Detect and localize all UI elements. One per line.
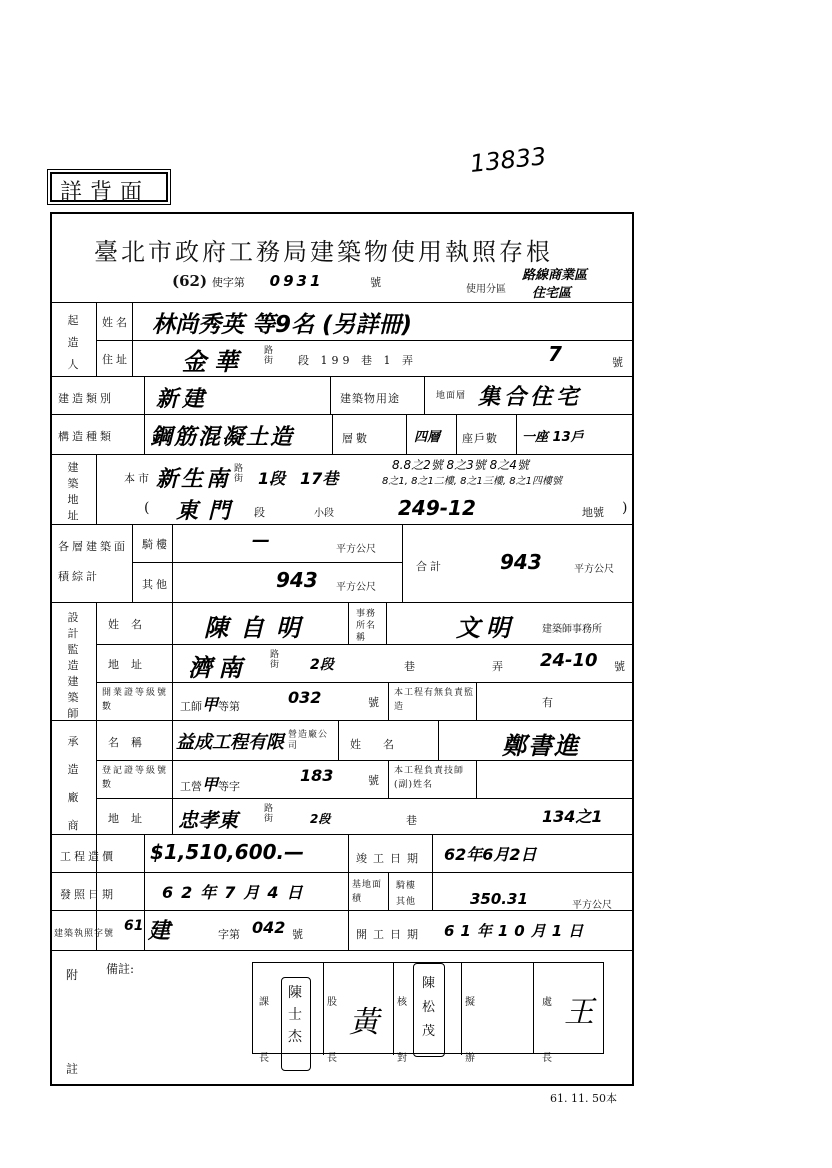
stamp-label-director: 處長 <box>542 997 552 1064</box>
site-numbers-2: 8之1, 8之1二樓, 8之1三樓, 8之1四樓號 <box>382 476 562 487</box>
architect-section-label: 設計監造建築師 <box>67 611 79 720</box>
architect-cert-grade: 甲 <box>202 695 219 714</box>
seal-chen-songmao <box>413 963 445 1057</box>
cost-value: $1,510,600.— <box>150 840 305 864</box>
building-floor-label: 地面層 <box>436 391 467 401</box>
zoning-label: 使用分區 <box>466 284 506 295</box>
site-close-paren: ) <box>622 500 628 516</box>
architect-name-value: 陳自明 <box>204 614 312 642</box>
applicant-name-value: 林尚秀英 等9名 (另詳冊) <box>152 312 413 338</box>
zoning-value-1: 路線商業區 <box>522 268 588 283</box>
architect-office-label: 事務所名稱 <box>356 609 377 643</box>
site-district-label: 段 <box>254 506 265 519</box>
floors-value: 四層 <box>414 430 441 445</box>
structure-value: 鋼筋混凝土造 <box>150 425 295 450</box>
remarks-section-top: 附 <box>66 968 79 982</box>
units-label: 座戶數 <box>462 432 498 445</box>
other-area-label: 其他 <box>142 578 170 591</box>
site-road: 新生南 <box>156 467 232 492</box>
architect-supervise-value: 有 <box>542 696 553 709</box>
site-numbers-1: 8.8之2號 8之3號 8之4號 <box>392 458 529 472</box>
contractor-name-value: 益成工程有限 <box>176 732 284 753</box>
remarks-section-bottom: 註 <box>66 1062 79 1076</box>
applicant-no-label: 號 <box>612 356 623 369</box>
arcade-area-unit: 平方公尺 <box>336 544 376 555</box>
contractor-address-section: 2段 <box>310 812 331 826</box>
other-area-unit: 平方公尺 <box>336 582 376 593</box>
site-city: 本市 <box>124 472 152 485</box>
site-lot-label: 地號 <box>582 506 604 519</box>
contractor-reg-row <box>180 772 240 795</box>
director-stamp-box <box>534 962 604 1064</box>
build-permit-suffix: 號 <box>292 928 303 941</box>
architect-name-label: 姓名 <box>108 618 154 631</box>
site-other-label: 其他 <box>396 897 417 907</box>
architect-address-street: 濟南 <box>188 654 248 682</box>
license-number-row <box>172 272 381 290</box>
issue-date-label: 發照日期 <box>60 888 116 901</box>
issue-date-value: 62年7月4日 <box>162 883 311 902</box>
contractor-road-label: 路街 <box>264 804 275 824</box>
contractor-lane-label: 巷 <box>406 814 417 827</box>
architect-cert-row <box>180 692 240 715</box>
architect-alley-label: 弄 <box>492 660 503 673</box>
stamp-label-unit-chief: 股長 <box>327 997 337 1064</box>
signature-wang: 王 <box>564 995 594 1030</box>
complete-date-label: 竣工日期 <box>356 852 424 865</box>
architect-cert-word: 等第 <box>218 700 241 713</box>
architect-lane-label: 巷 <box>404 660 415 673</box>
applicant-section-label: 起造人 <box>67 314 79 371</box>
contractor-person-label: 姓名 <box>350 738 416 751</box>
contractor-reg-suffix: 號 <box>368 774 379 787</box>
total-area-label: 合計 <box>416 560 444 573</box>
building-use-value: 集合住宅 <box>478 385 583 410</box>
total-area-unit: 平方公尺 <box>574 564 614 575</box>
build-permit-year: 61 <box>124 918 144 934</box>
architect-address-label: 地址 <box>108 658 154 671</box>
structure-label: 構造種類 <box>58 430 114 443</box>
seal-chen-shijie <box>281 977 311 1071</box>
site-district: 東門 <box>176 499 241 524</box>
architect-office-suffix: 建築師事務所 <box>542 624 602 635</box>
contractor-address-street: 忠孝東 <box>178 808 238 832</box>
architect-address-section: 2段 <box>310 657 334 673</box>
architect-cert-suffix: 號 <box>368 696 379 709</box>
site-area-unit: 平方公尺 <box>572 900 612 911</box>
start-date-label: 開工日期 <box>356 928 424 941</box>
license-form <box>50 212 634 1086</box>
floors-label: 層數 <box>342 432 370 445</box>
start-date-value: 61年10月1日 <box>444 922 590 940</box>
area-section-label: 各層建築面積綜計 <box>58 540 128 583</box>
form-footer: 61. 11. 50本 <box>550 1092 617 1105</box>
site-section-value: 1段 <box>258 469 286 488</box>
contractor-reg-prefix: 工營 <box>180 780 202 793</box>
contractor-reg-grade: 甲 <box>202 775 219 794</box>
building-type-value: 新建 <box>156 387 209 412</box>
approval-stamp-box <box>252 962 534 1064</box>
arcade-area-label: 騎樓 <box>142 538 170 551</box>
architect-address-no: 24-10 <box>540 650 598 671</box>
architect-supervise-label: 本工程有無負責監造 <box>394 688 475 712</box>
architect-no-label: 號 <box>614 660 625 673</box>
site-road-label: 路街 <box>234 464 245 484</box>
build-permit-char: 字第 <box>218 928 240 941</box>
cost-label: 工程造價 <box>60 850 116 863</box>
site-arcade-label: 騎樓 <box>396 881 417 891</box>
architect-cert-no: 032 <box>288 688 322 707</box>
zoning-value-2: 住宅區 <box>532 286 572 301</box>
contractor-reg-label: 登記證等級號數 <box>102 766 169 790</box>
building-use-label: 建築物用途 <box>340 392 400 405</box>
seal-chen-shijie-text: 陳士杰 <box>288 985 302 1045</box>
site-lane-value: 17巷 <box>300 469 339 488</box>
contractor-address-label: 地址 <box>108 812 154 825</box>
stamp-label-check: 核對 <box>397 997 407 1064</box>
signature-huang: 黃 <box>349 1005 379 1040</box>
architect-cert-label: 開業證等級號數 <box>102 688 169 712</box>
contractor-person-value: 鄭書進 <box>502 732 580 760</box>
license-number: 0931 <box>269 272 324 290</box>
total-area-value: 943 <box>500 550 542 574</box>
applicant-address-rest: 段 199 巷 1 弄 <box>298 354 417 367</box>
handwritten-stamp-number: 13833 <box>468 142 548 178</box>
form-title: 臺北市政府工務局建築物使用執照存根 <box>94 238 553 266</box>
contractor-address-no: 134之1 <box>542 807 603 826</box>
site-area-label: 基地面積 <box>352 880 383 904</box>
units-value: 一座 13戶 <box>522 430 584 445</box>
applicant-road-label: 路街 <box>264 346 275 366</box>
architect-road-label: 路街 <box>270 650 281 670</box>
build-permit-label: 建築執照字號 <box>54 929 115 939</box>
stamp-label-draft: 擬辦 <box>465 997 475 1064</box>
stamp-label-section-chief: 課長 <box>259 997 269 1064</box>
applicant-address-street: 金華 <box>182 348 246 376</box>
back-side-tab <box>50 172 168 205</box>
arcade-area-value: — <box>252 530 270 551</box>
back-side-tab-label: 詳背面 <box>60 180 151 205</box>
license-word: 使字第 <box>211 276 245 289</box>
seal-chen-songmao-text: 陳松茂 <box>422 976 436 1039</box>
contractor-reg-no: 183 <box>300 766 334 785</box>
build-permit-word: 建 <box>148 919 171 944</box>
contractor-section-label: 承造廠商 <box>67 735 79 832</box>
site-open-paren: ( <box>144 500 150 516</box>
applicant-address-no: 7 <box>548 342 562 366</box>
architect-office-value: 文明 <box>456 614 516 642</box>
remarks-label: 備註: <box>106 962 135 976</box>
other-area-value: 943 <box>276 568 318 592</box>
build-permit-number: 042 <box>252 918 286 937</box>
applicant-name-label: 姓名 <box>102 316 130 329</box>
contractor-company-type: 營造廠公司 <box>288 730 329 751</box>
building-type-label: 建造類別 <box>58 392 114 405</box>
site-subsection-label: 小段 <box>314 508 334 519</box>
complete-date-value: 62年6月2日 <box>444 845 537 864</box>
site-section-label: 建築地址 <box>67 461 79 522</box>
site-lot-value: 249-12 <box>398 496 476 520</box>
license-prefix: (62) <box>172 272 208 290</box>
site-other-value: 350.31 <box>470 890 528 908</box>
license-suffix: 號 <box>370 276 382 289</box>
architect-cert-prefix: 工師 <box>180 700 202 713</box>
applicant-address-label: 住址 <box>102 353 130 366</box>
contractor-reg-word: 等字 <box>218 780 241 793</box>
contractor-name-label: 名稱 <box>108 736 154 749</box>
contractor-tech-label: 本工程負責技師(副)姓名 <box>394 766 465 790</box>
